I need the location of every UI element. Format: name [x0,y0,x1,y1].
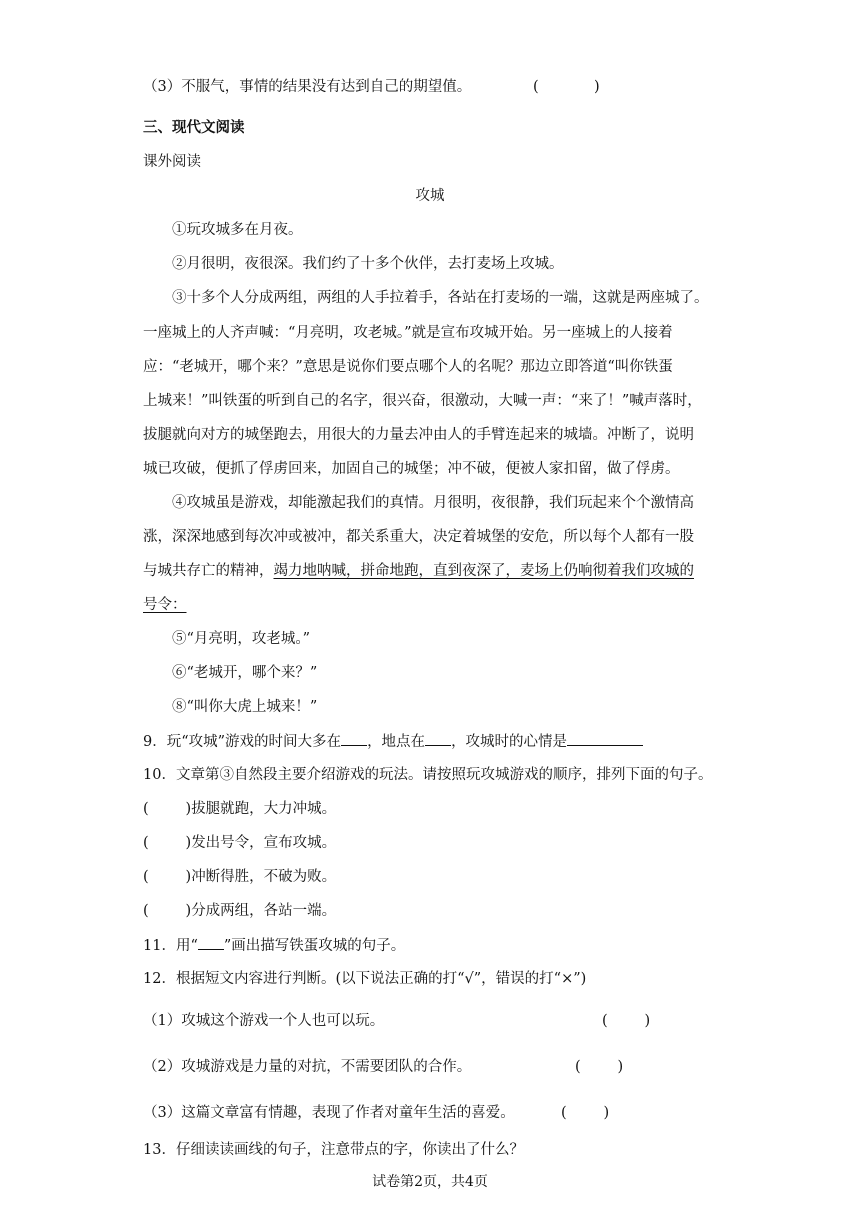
q9-blank-time[interactable] [341,731,367,746]
q9-blank-place[interactable] [425,731,451,746]
article-paragraph-5: ⑤“月亮明，攻老城。” [172,631,311,647]
q11-underline-sample [198,935,224,950]
q3-prev-text: （3）不服气，事情的结果没有达到自己的期望值。 [143,79,472,95]
article-paragraph-3-line: 一座城上的人齐声喊：“月亮明，攻老城。”就是宣布攻城开始。另一座城上的人接着 [143,325,673,341]
page-footer: 试卷第2页，共4页 [372,1174,488,1190]
underlined-sentence: 竭力地呐喊，拼命地跑，直到夜深了，麦场上仍响彻着我们攻城的 [273,563,694,579]
article-paragraph-3-line: 拔腿就向对方的城堡跑去，用很大的力量去冲由人的手臂连起来的城墙。冲断了，说明 [143,427,694,443]
question-9 [143,731,643,752]
q12-answer-paren[interactable]: ( ) [561,1105,610,1121]
article-paragraph-4-line [143,561,694,581]
q9-text-a: 9．玩“攻城”游戏的时间大多在 [143,734,342,750]
q3-prev-answer-paren: ( ) [533,79,600,95]
article-paragraph-4-line: ④攻城虽是游戏，却能激起我们的真情。月很明，夜很静，我们玩起来个个激情高 [172,495,694,511]
article-paragraph-3-line: 上城来！”叫铁蛋的听到自己的名字，很兴奋，很激动，大喊一声：“来了！”喊声落时， [143,393,702,409]
q10-answer-paren[interactable]: ( ) [143,801,192,817]
q12-answer-paren[interactable]: ( ) [602,1013,651,1029]
section-heading: 三、现代文阅读 [143,120,245,136]
q11-text-b: ”画出描写铁蛋攻城的句子。 [223,938,406,954]
q11-text-a: 11．用“ [143,938,198,954]
q10-answer-paren[interactable]: ( ) [143,835,192,851]
q9-text-c: ，攻城时的心情是 [451,734,568,750]
article-paragraph-3-line: 城已攻破，便抓了俘虏回来，加固自己的城堡；冲不破，便被人家扣留，做了俘虏。 [143,461,680,477]
article-paragraph-6: ⑥“老城开，哪个来？” [172,665,318,681]
q9-text-b: ，地点在 [367,734,426,750]
article-paragraph-4-line: 涨，深深地感到每次冲或被冲，都关系重大，决定着城堡的安危，所以每个人都有一股 [143,529,694,545]
q12-item-text: （1）攻城这个游戏一个人也可以玩。 [143,1013,385,1029]
article-paragraph-2: ②月很明，夜很深。我们约了十多个伙伴，去打麦场上攻城。 [172,256,564,272]
article-plain-text: 与城共存亡的精神， [143,563,274,579]
article-paragraph-3-line: ③十多个人分成两组，两组的人手拉着手，各站在打麦场的一端，这就是两座城了。 [172,290,709,306]
q10-answer-paren[interactable]: ( ) [143,869,192,885]
q10-answer-paren[interactable]: ( ) [143,903,192,919]
article-paragraph-1: ①玩攻城多在月夜。 [172,222,303,238]
underlined-sentence-end: 号令： [143,597,187,613]
q10-item-text: 发出号令，宣布攻城。 [191,835,337,851]
article-title: 攻城 [415,188,445,204]
q10-item [143,799,336,819]
q12-item-text: （2）攻城游戏是力量的对抗，不需要团队的合作。 [143,1059,472,1075]
question-11 [143,935,405,956]
q12-answer-paren[interactable]: ( ) [575,1059,624,1075]
q9-blank-mood[interactable] [567,731,643,746]
question-12-stem: 12．根据短文内容进行判断。(以下说法正确的打“√”，错误的打“×”) [143,971,587,987]
article-paragraph-3-line: 应：“老城开，哪个来？”意思是说你们要点哪个人的名呢？那边立即答道“叫你铁蛋 [143,359,673,375]
q10-item-text: 分成两组，各站一端。 [191,903,337,919]
question-13: 13．仔细读读画线的句子，注意带点的字，你读出了什么？ [143,1142,524,1158]
question-10-stem: 10．文章第③自然段主要介绍游戏的玩法。请按照玩攻城游戏的顺序，排列下面的句子。 [143,767,713,783]
article-paragraph-8: ⑧“叫你大虎上城来！” [172,699,318,715]
q10-item [143,901,336,921]
q10-item-text: 冲断得胜，不破为败。 [191,869,337,885]
q10-item [143,833,336,853]
q10-item-text: 拔腿就跑，大力冲城。 [191,801,337,817]
q12-item-text: （3）这篇文章富有情趣，表现了作者对童年生活的喜爱。 [143,1105,515,1121]
section-subheading: 课外阅读 [143,154,201,170]
q10-item [143,867,336,887]
